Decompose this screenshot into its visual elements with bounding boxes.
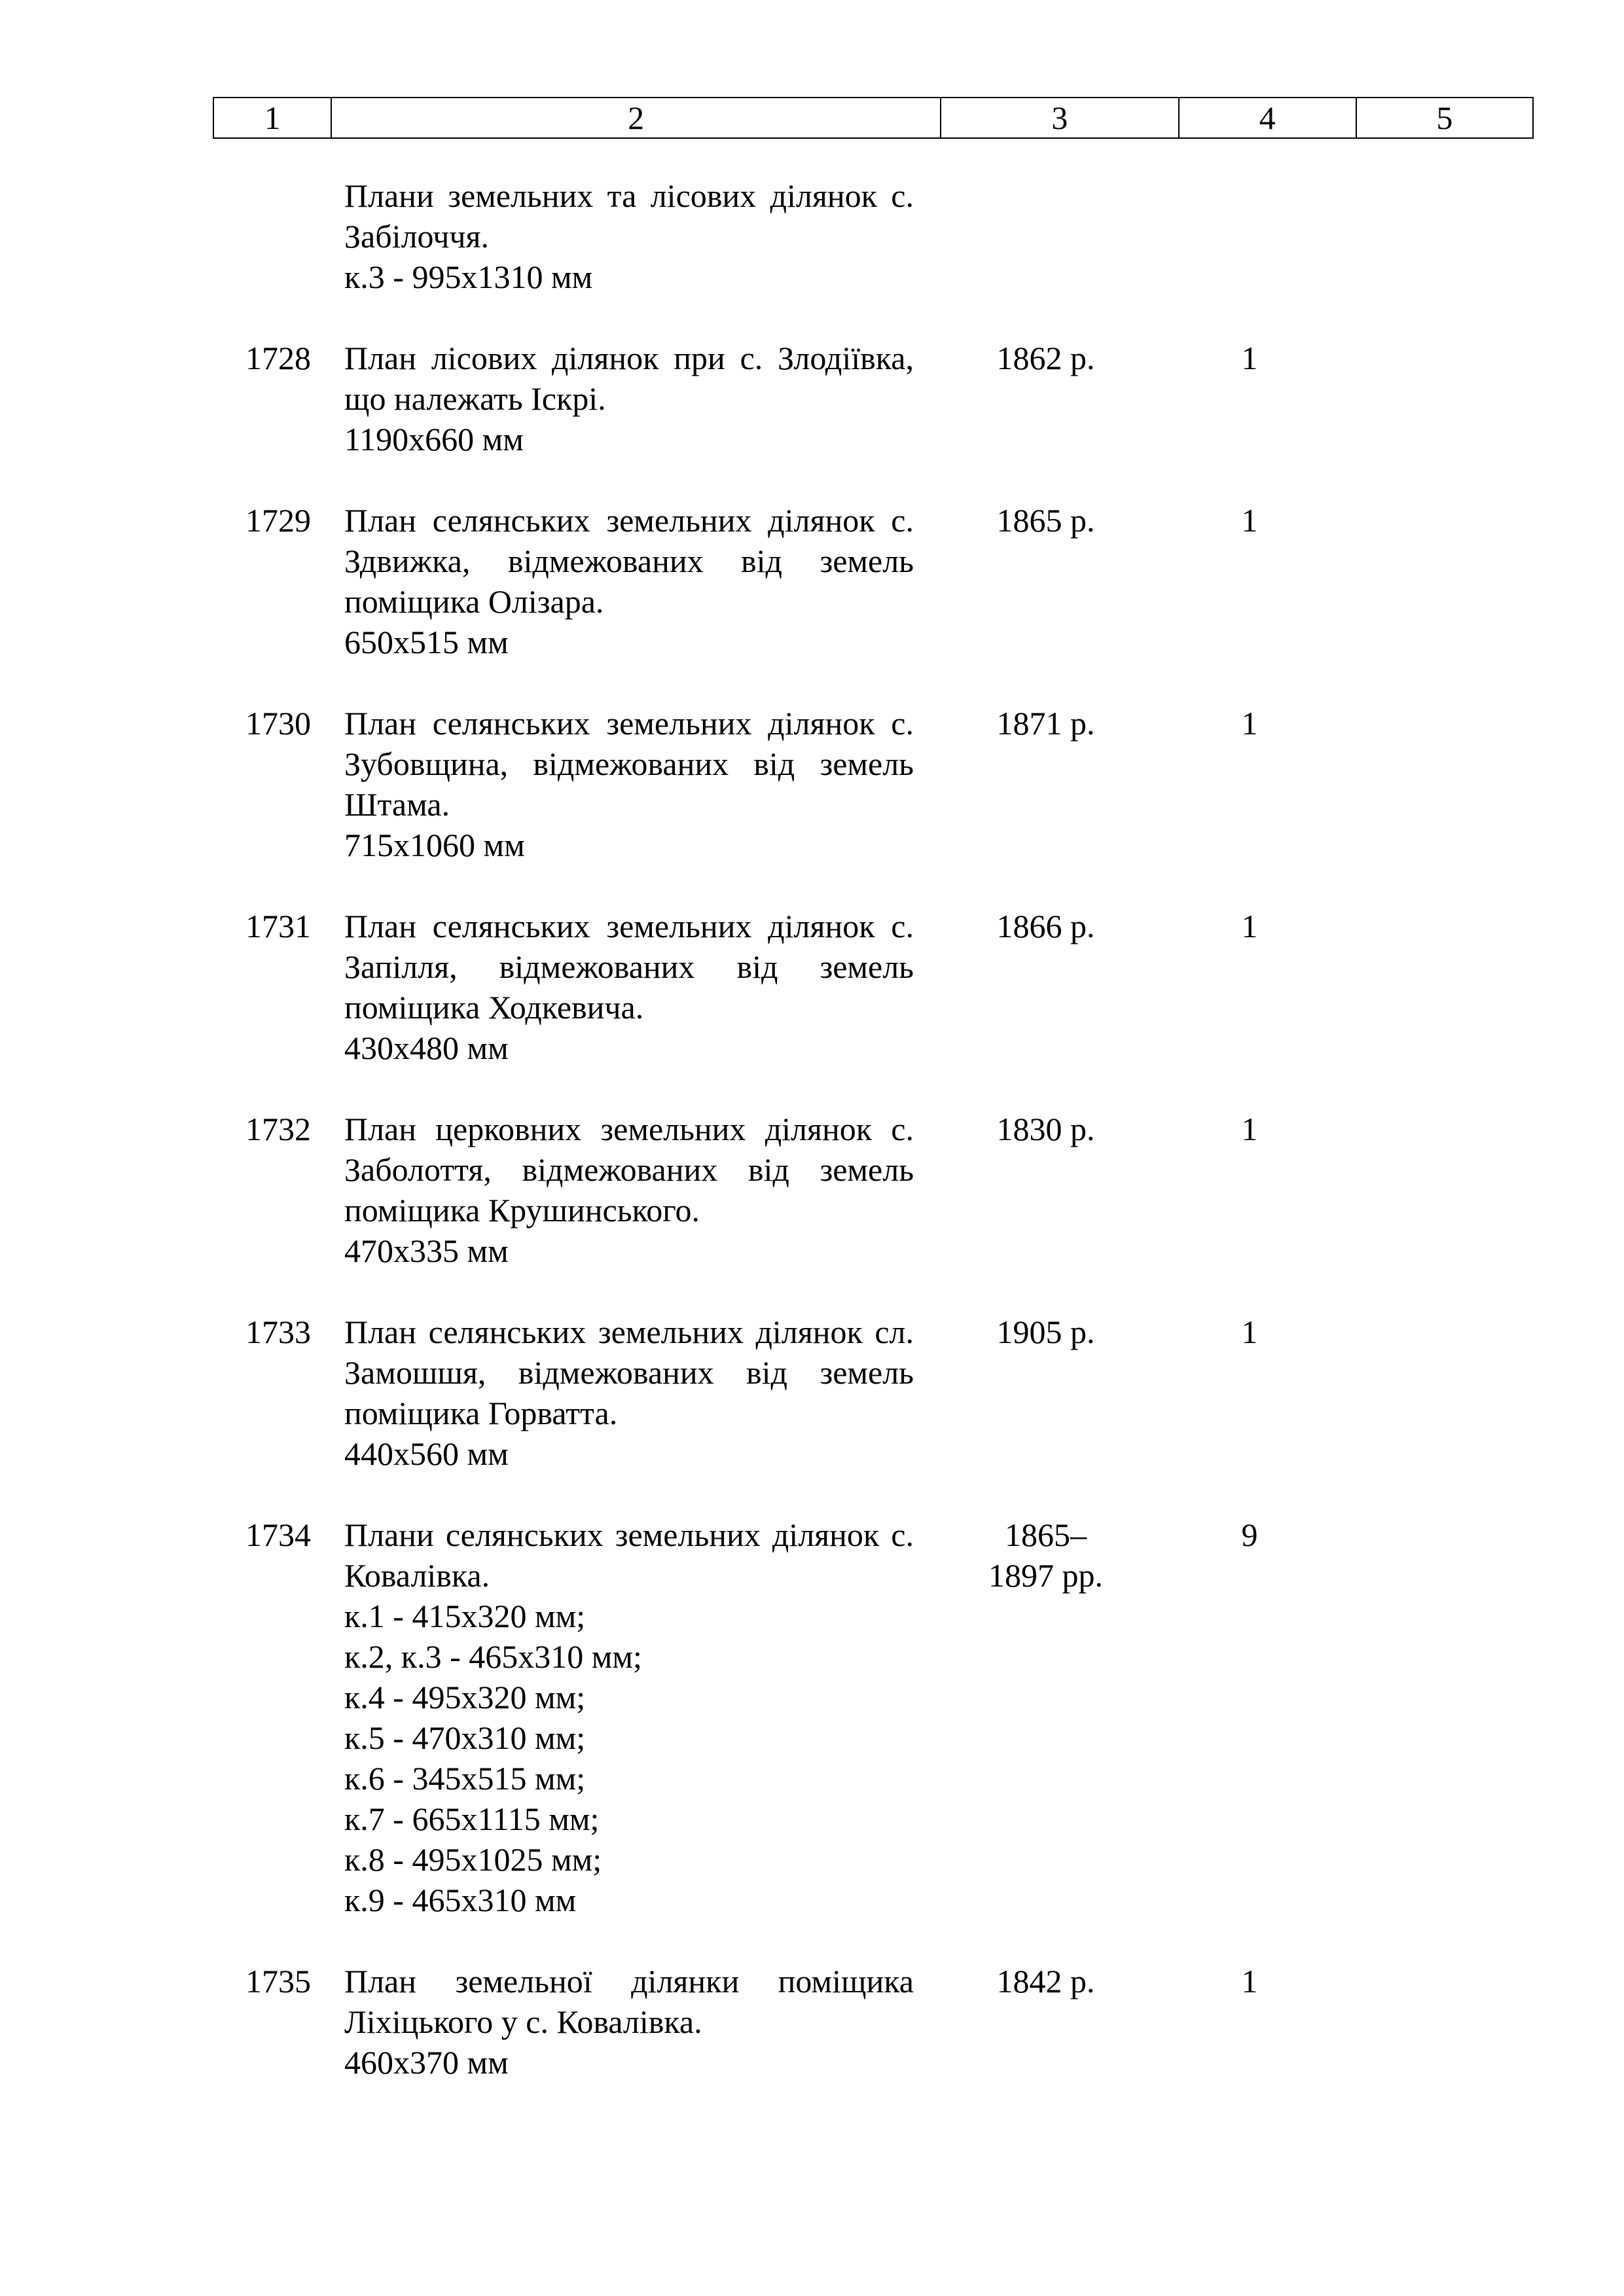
entry-title: План церковних земельних ділянок с. Заболоття, відмежованих від земель поміщика Крушинського. [344,1111,914,1229]
entry-date: 1842 р. [996,1963,1095,2000]
entry-dimensions: к.2, к.3 - 465х310 мм; [344,1638,642,1675]
entry-number: 1732 [245,1111,311,1147]
entry-1729 [213,500,1534,662]
entry-dimensions: к.1 - 415х320 мм; [344,1598,586,1634]
entry-title: План земельної ділянки поміщика Ліхіцького у с. Ковалівка. [344,1963,914,2040]
entry-title: План селянських земельних ділянок с. Зубовщина, відмежованих від земель Штама. [344,705,914,823]
entry-number: 1734 [245,1516,311,1553]
entry-1730 [213,703,1534,865]
entry-date: 1866 р. [996,908,1095,944]
entry-title: План селянських земельних ділянок с. Запілля, відмежованих від земель поміщика Ходкевича. [344,908,914,1026]
entry-count: 1 [1241,502,1258,539]
entry-dimensions: к.3 - 995х1310 мм [344,259,593,295]
entry-dimensions: к.8 - 495х1025 мм; [344,1841,602,1878]
entry-1735 [213,1961,1534,2083]
entry-date: 1865 р. [996,502,1095,539]
entry-description [344,500,914,662]
entry-list [213,175,1534,2083]
entry-dimensions: 650х515 мм [344,624,509,660]
entry-description [344,906,914,1068]
entry-description [344,1515,914,1920]
entry-dimensions: к.9 - 465х310 мм [344,1882,577,1918]
header-row [213,98,1533,138]
entry-dimensions: 440х560 мм [344,1435,509,1472]
header-cell-1: 1 [213,98,331,138]
entry-date: 1865– 1897 рр. [988,1516,1103,1594]
entry-number: 1730 [245,705,311,742]
header-cell-5: 5 [1356,98,1533,138]
entry-description [344,1961,914,2083]
entry-count: 1 [1241,908,1258,944]
entry-date: 1830 р. [996,1111,1095,1147]
entry-dimensions: 470х335 мм [344,1232,509,1269]
entry-title: План лісових ділянок при с. Злодіївка, що належать Іскрі. [344,340,914,417]
entry-count: 1 [1241,340,1258,376]
entry-count: 1 [1241,1314,1258,1350]
entry-dimensions: 1190х660 мм [344,421,524,457]
entry-count: 1 [1241,1111,1258,1147]
entry-1728 [213,338,1534,459]
entry-title: Плани земельних та лісових ділянок с. Забілоччя. [344,177,914,255]
entry-title: План селянських земельних ділянок сл. Замошшя, відмежованих від земель поміщика Горватта. [344,1314,914,1431]
entry-dimensions: к.4 - 495х320 мм; [344,1679,586,1715]
entry-title: План селянських земельних ділянок с. Здвижка, відмежованих від земель поміщика Олізара. [344,502,914,620]
entry-dimensions: к.7 - 665х1115 мм; [344,1801,600,1837]
entry-dimensions: к.5 - 470х310 мм; [344,1719,586,1756]
header-cell-3: 3 [941,98,1178,138]
entry-description [344,338,914,459]
entry-title: Плани селянських земельних ділянок с. Ковалівка. [344,1516,914,1594]
entry-1732 [213,1109,1534,1271]
entry-number: 1728 [245,340,311,376]
entry-description [344,175,914,297]
entry-date: 1905 р. [996,1314,1095,1350]
entry-1733 [213,1312,1534,1474]
entry-description [344,1312,914,1474]
entry-count: 1 [1241,1963,1258,2000]
entry-count: 9 [1241,1516,1258,1553]
entry-dimensions: 460х370 мм [344,2044,509,2081]
entry-description [344,703,914,865]
entry-date: 1862 р. [996,340,1095,376]
entry-1731 [213,906,1534,1068]
entry-number: 1731 [245,908,311,944]
entry-number: 1729 [245,502,311,539]
header-cell-4: 4 [1179,98,1356,138]
entry-continuation [213,175,1534,297]
entry-description [344,1109,914,1271]
entry-date: 1871 р. [996,705,1095,742]
entry-number: 1735 [245,1963,311,2000]
entry-number: 1733 [245,1314,311,1350]
header-cell-2: 2 [331,98,941,138]
entry-count: 1 [1241,705,1258,742]
column-number-header [213,97,1534,139]
entry-dimensions: к.6 - 345х515 мм; [344,1760,586,1797]
entry-dimensions: 715х1060 мм [344,827,525,863]
entry-dimensions: 430х480 мм [344,1030,509,1066]
entry-1734 [213,1515,1534,1920]
